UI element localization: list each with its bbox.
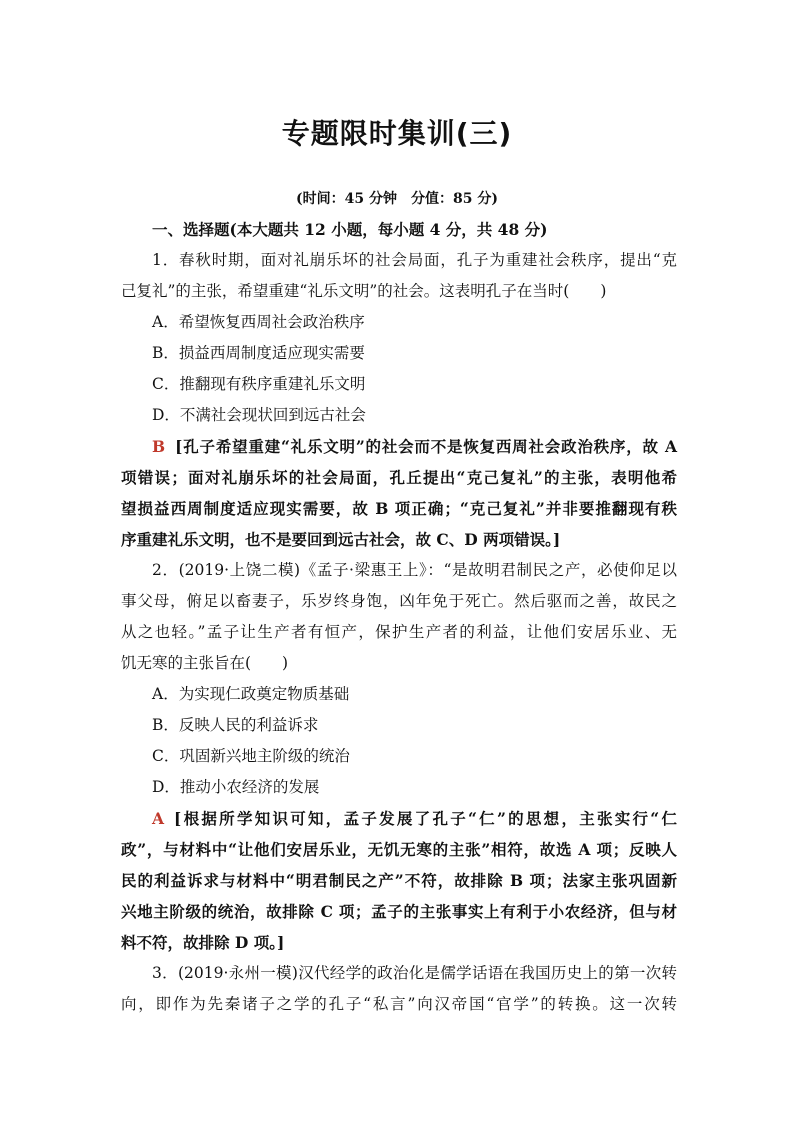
question-2-explanation-line: 料不符，故排除 D 项。] (121, 933, 285, 952)
question-1-stem-line: 己复礼”的主张，希望重建“礼乐文明”的社会。这表明孔子在当时( ) (121, 282, 607, 300)
question-1-stem-line: 1．春秋时期，面对礼崩乐坏的社会局面，孔子为重建社会秩序，提出“克 (152, 251, 677, 269)
question-2-explanation-line (121, 803, 677, 834)
question-2-stem-line: 2．(2019·上饶二模)《孟子·梁惠王上》：“是故明君制民之产，必使仰足以 (152, 561, 677, 579)
question-2-option: B．反映人民的利益诉求 (152, 716, 319, 734)
question-1-explanation-line: 序重建礼乐文明，也不是要回到远古社会，故 C、D 两项错误。] (121, 530, 561, 549)
question-3-stem-line: 向，即作为先秦诸子之学的孔子“私言”向汉帝国“官学”的转换。这一次转 (121, 995, 677, 1013)
question-2-explanation-line: 政”，与材料中“让他们安居乐业，无饥无寒的主张”相符，故选 A 项；反映人 (121, 840, 677, 859)
section-heading: 一、选择题(本大题共 12 小题，每小题 4 分，共 48 分) (152, 220, 548, 239)
question-1-answer: B (152, 437, 166, 456)
question-1-explanation-line (121, 431, 677, 462)
question-1-option: C．推翻现有秩序重建礼乐文明 (152, 375, 366, 393)
page-title: 专题限时集训(三) (281, 117, 513, 150)
question-2-stem-line: 事父母，俯足以畜妻子，乐岁终身饱，凶年免于死亡。然后驱而之善，故民之 (121, 592, 677, 610)
question-2-explanation-line: 民的利益诉求与材料中“明君制民之产”不符，故排除 B 项；法家主张巩固新 (121, 871, 677, 890)
document-body (121, 214, 677, 1020)
question-1-option: D．不满社会现状回到远古社会 (152, 406, 366, 424)
question-1-option: B．损益西周制度适应现实需要 (152, 344, 365, 362)
question-3-stem-line: 3．(2019·永州一模)汉代经学的政治化是儒学话语在我国历史上的第一次转 (152, 964, 677, 982)
question-2-explanation-line: 兴地主阶级的统治，故排除 C 项；孟子的主张事实上有利于小农经济，但与材 (121, 902, 677, 921)
question-2-answer: A (152, 809, 165, 828)
question-1-explanation-line: 项错误；面对礼崩乐坏的社会局面，孔丘提出“克己复礼”的主张，表明他希 (121, 468, 677, 487)
question-1-explanation-text: [孔子希望重建“礼乐文明”的社会而不是恢复西周社会政治秩序，故 A (175, 437, 677, 456)
question-2-option: A．为实现仁政奠定物质基础 (152, 685, 350, 703)
question-2-option: D．推动小农经济的发展 (152, 778, 320, 796)
exam-meta: (时间：45 分钟 分值：85 分) (296, 191, 498, 207)
question-1-option: A．希望恢复西周社会政治秩序 (152, 313, 365, 331)
question-1-explanation-line: 望损益西周制度适应现实需要，故 B 项正确；“克己复礼”并非要推翻现有秩 (121, 499, 677, 518)
question-2-option: C．巩固新兴地主阶级的统治 (152, 747, 350, 765)
question-2-explanation-text: [根据所学知识可知，孟子发展了孔子“仁”的思想，主张实行“仁 (174, 809, 677, 828)
question-2-stem-line: 从之也轻。”孟子让生产者有恒产，保护生产者的利益，让他们安居乐业、无 (121, 623, 677, 641)
question-2-stem-line: 饥无寒的主张旨在( ) (121, 654, 289, 672)
